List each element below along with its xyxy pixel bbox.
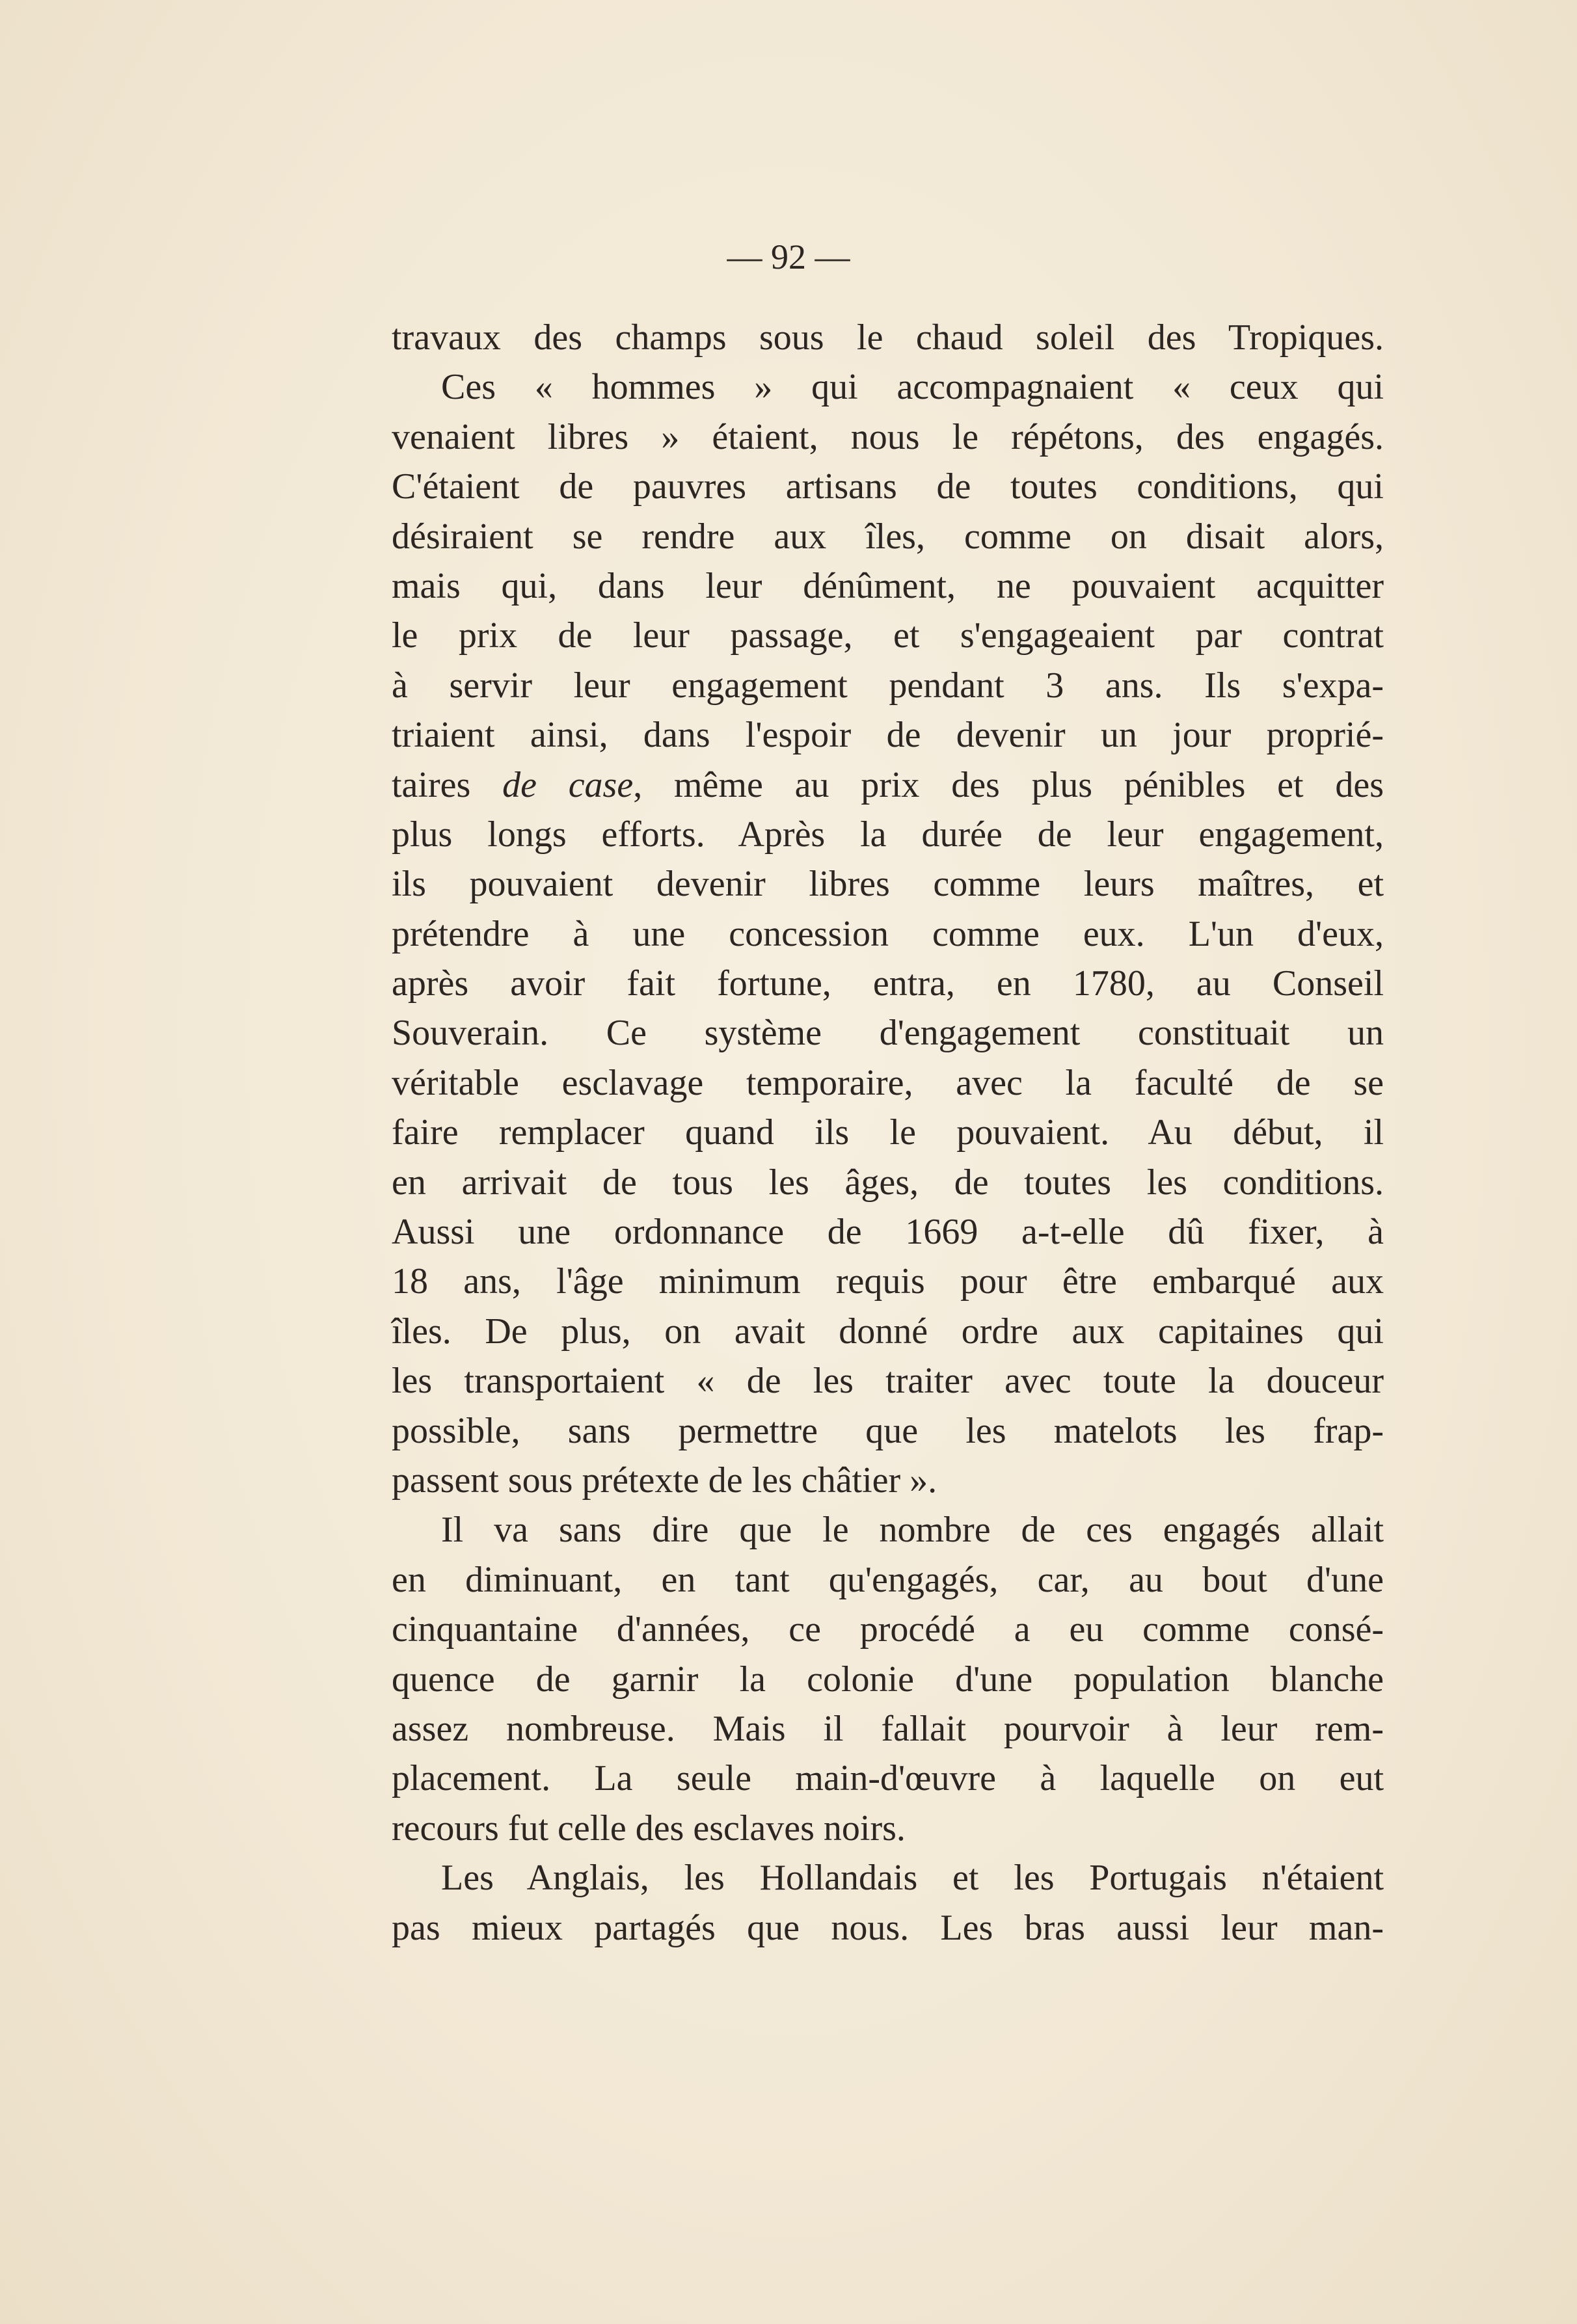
text-line: le prix de leur passage, et s'engageaient par contrat (392, 615, 1384, 656)
body-text (392, 313, 1384, 1953)
text-line: triaient ainsi, dans l'espoir de devenir un jour proprié- (392, 715, 1384, 756)
text-line: faire remplacer quand ils le pouvaient. Au début, il (392, 1112, 1384, 1153)
text-line: Aussi une ordonnance de 1669 a-t-elle dû fixer, à (392, 1212, 1384, 1253)
text-segment: , même au prix des plus pénibles et des (633, 764, 1384, 805)
text-line: Souverain. Ce système d'engagement constituait un (392, 1013, 1384, 1054)
text-line: pas mieux partagés que nous. Les bras aussi leur man- (392, 1907, 1384, 1948)
text-line: 18 ans, l'âge minimum requis pour être embarqué aux (392, 1261, 1384, 1302)
text-line: mais qui, dans leur dénûment, ne pouvaient acquitter (392, 565, 1384, 606)
text-line: venaient libres » étaient, nous le répétons, des engagés. (392, 416, 1384, 457)
text-line: désiraient se rendre aux îles, comme on disait alors, (392, 516, 1384, 557)
text-line: à servir leur engagement pendant 3 ans. Ils s'expa- (392, 665, 1384, 706)
italic-phrase: de case (502, 764, 634, 805)
text-line: prétendre à une concession comme eux. L'un d'eux, (392, 913, 1384, 954)
page-number: — 92 — (727, 237, 850, 276)
text-line: quence de garnir la colonie d'une population blanche (392, 1659, 1384, 1700)
text-line (392, 760, 1384, 810)
text-line: en arrivait de tous les âges, de toutes les conditions. (392, 1162, 1384, 1203)
text-line: les transportaient « de les traiter avec toute la douceur (392, 1361, 1384, 1402)
text-line: ils pouvaient devenir libres comme leurs maîtres, et (392, 864, 1384, 905)
text-line: Ces « hommes » qui accompagnaient « ceux qui (441, 367, 1384, 408)
text-line: îles. De plus, on avait donné ordre aux capitaines qui (392, 1311, 1384, 1352)
text-line: travaux des champs sous le chaud soleil des Tropiques. (392, 317, 1384, 358)
text-line: Il va sans dire que le nombre de ces engagés allait (441, 1510, 1384, 1551)
text-line: véritable esclavage temporaire, avec la faculté de se (392, 1062, 1384, 1103)
text-line: cinquantaine d'années, ce procédé a eu comme consé- (392, 1609, 1384, 1650)
text-line: placement. La seule main-d'œuvre à laquelle on eut (392, 1758, 1384, 1799)
text-line: possible, sans permettre que les matelots les frap- (392, 1410, 1384, 1451)
text-line: en diminuant, en tant qu'engagés, car, au bout d'une (392, 1559, 1384, 1600)
text-line: passent sous prétexte de les châtier ». (392, 1460, 937, 1501)
text-segment: taires (392, 764, 503, 805)
text-line: assez nombreuse. Mais il fallait pourvoir à leur rem- (392, 1708, 1384, 1749)
text-line: recours fut celle des esclaves noirs. (392, 1808, 906, 1849)
text-line: Les Anglais, les Hollandais et les Portugais n'étaient (441, 1858, 1384, 1899)
text-line: plus longs efforts. Après la durée de leur engagement, (392, 814, 1384, 855)
text-line: C'étaient de pauvres artisans de toutes conditions, qui (392, 466, 1384, 507)
text-line: après avoir fait fortune, entra, en 1780, au Conseil (392, 963, 1384, 1004)
